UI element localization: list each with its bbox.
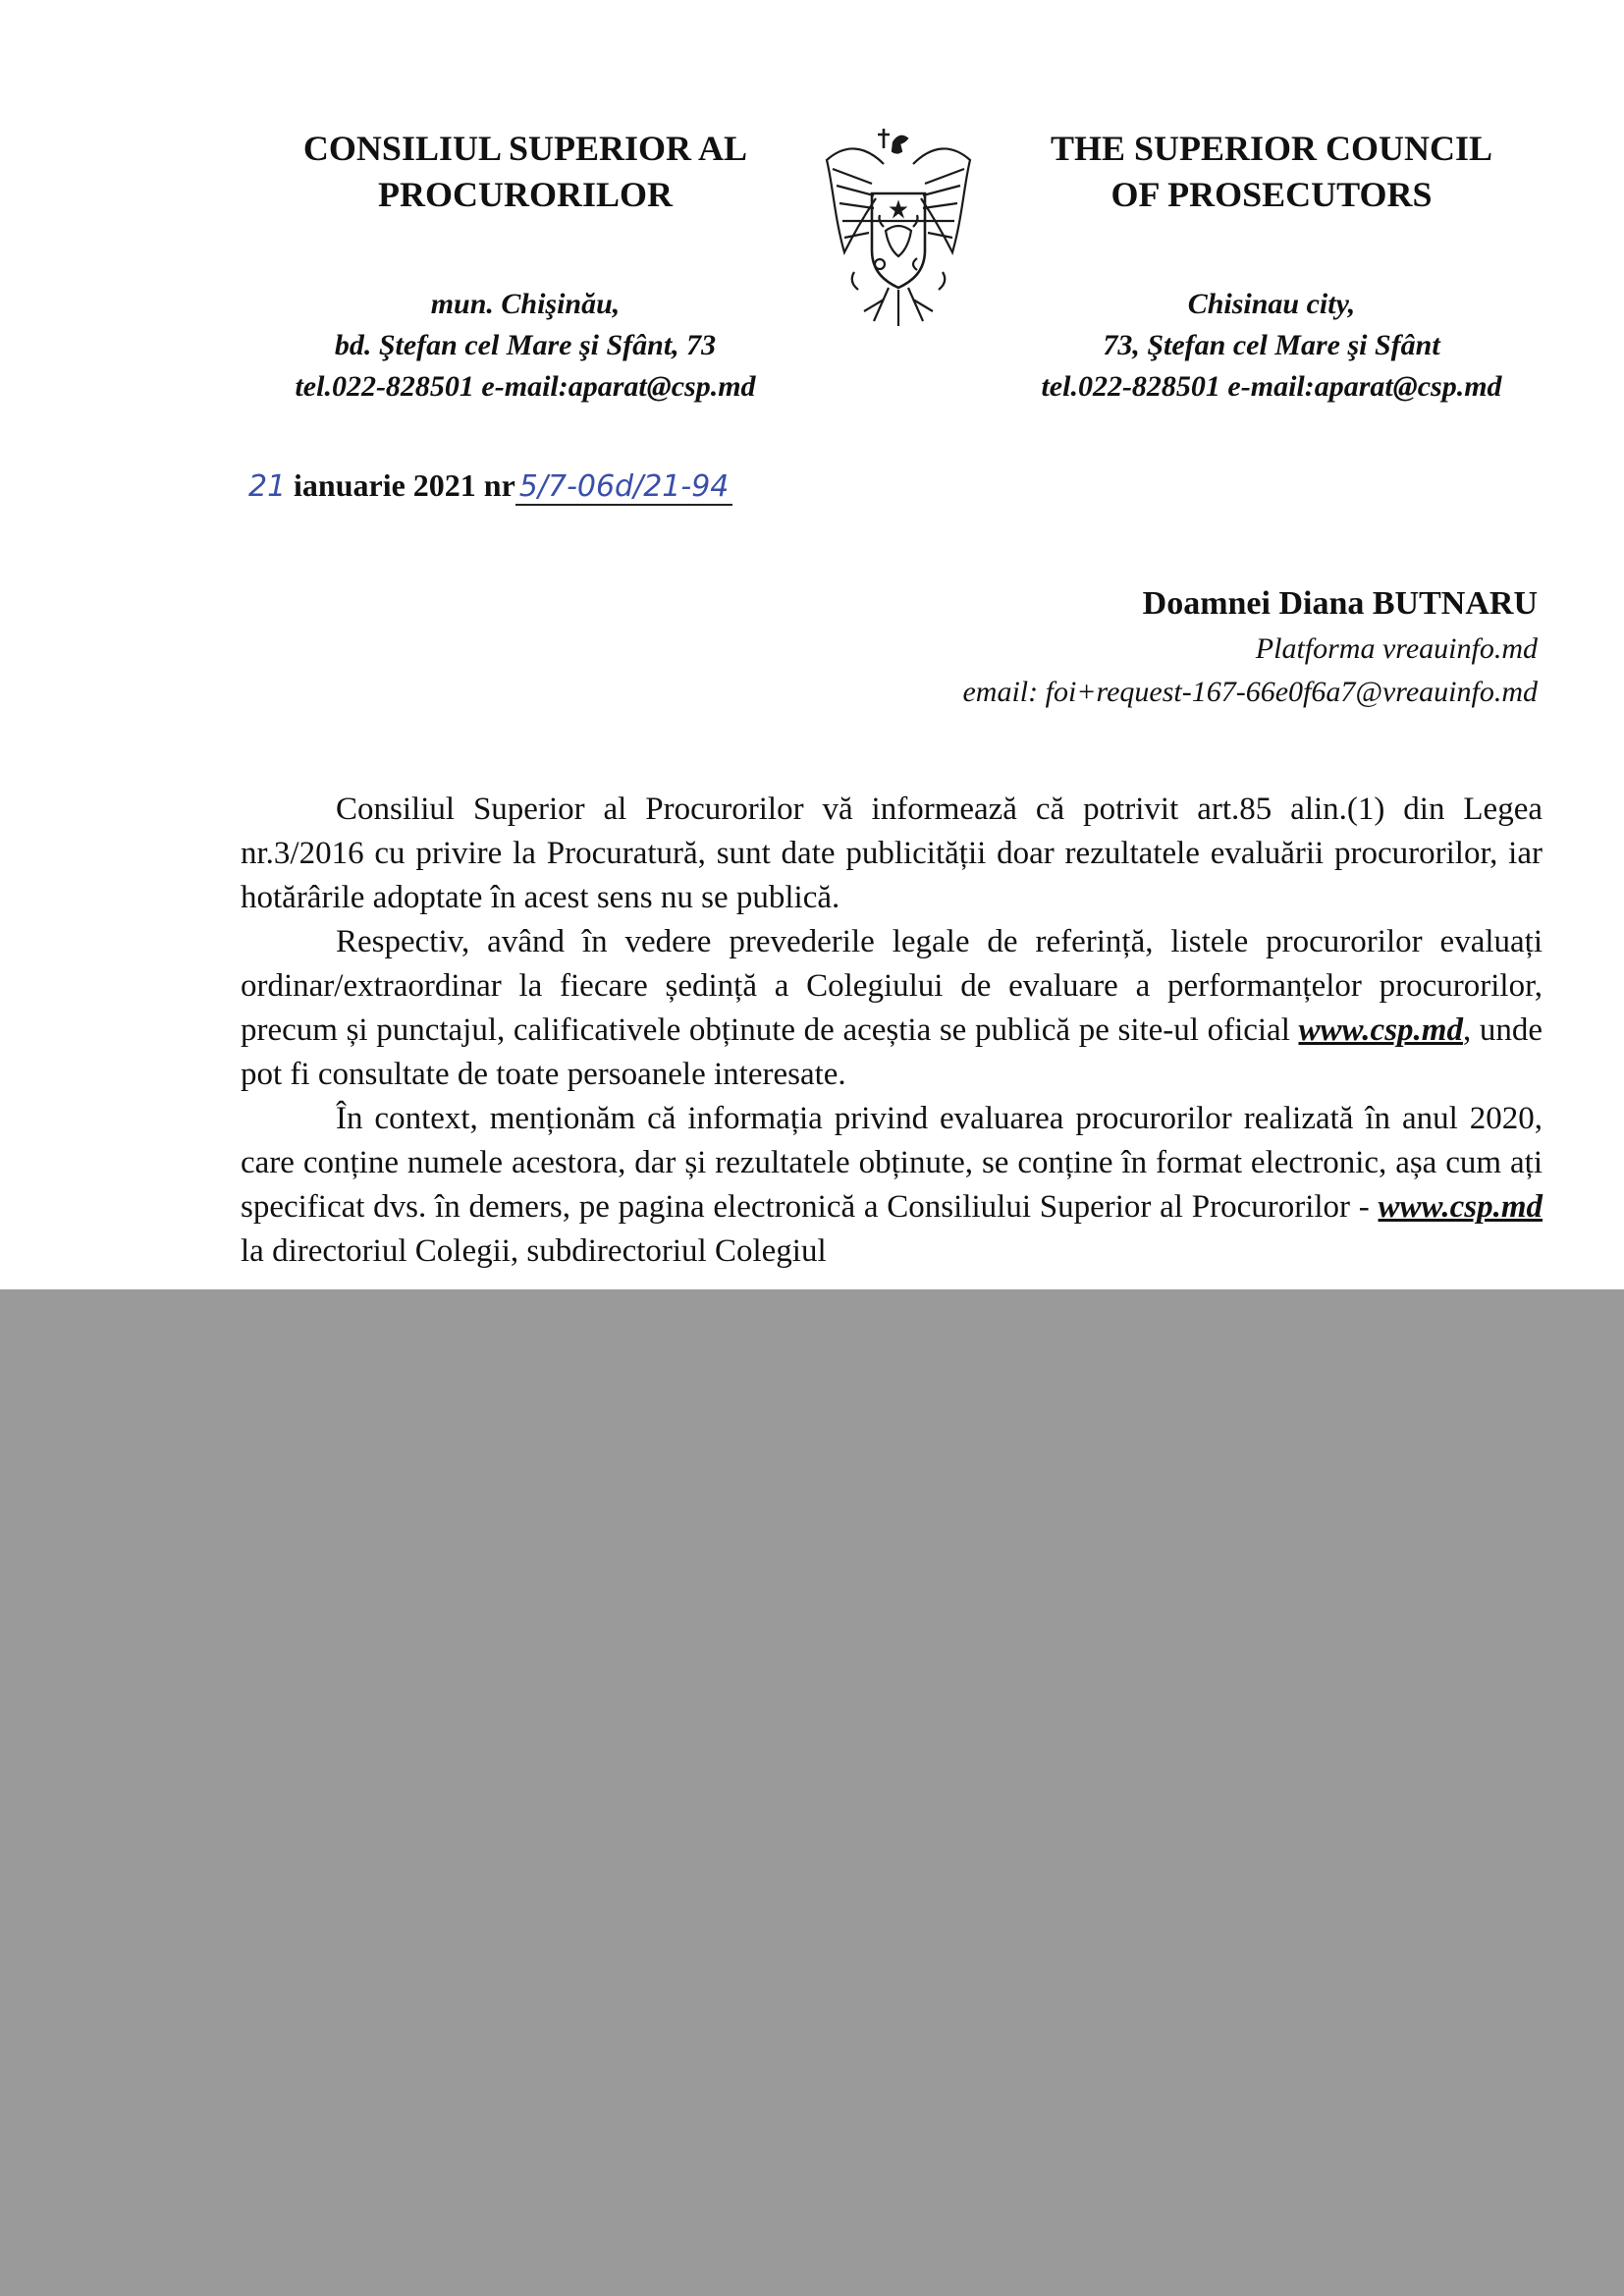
website-link-2[interactable]: www.csp.md xyxy=(1378,1189,1543,1225)
recipient-email: email: foi+request-167-66e0f6a7@vreauinfo.md xyxy=(962,676,1538,708)
header-left-line2: PROCURORILOR xyxy=(377,175,673,214)
header-right-line1: THE SUPERIOR COUNCIL xyxy=(1050,129,1493,168)
redacted-area xyxy=(0,1289,1624,2296)
address-right-line2: 73, Ştefan cel Mare şi Sfânt xyxy=(1103,329,1440,361)
address-right xyxy=(943,284,1600,408)
address-left-line1: mun. Chişinău, xyxy=(430,288,621,320)
letter-body xyxy=(241,788,1543,1274)
paragraph-3-text-start: În context, menționăm că informația privind evaluarea procurorilor realizată în anul 2020, care conține numele acestora, dar și rezultatele obținute, se conține în format electronic, așa cum ați specificat dvs. în demers, pe pagina electronică a Consiliului Superior al Procurorilor - xyxy=(241,1101,1543,1225)
registration-reference xyxy=(248,467,732,506)
printed-date-label: ianuarie 2021 nr xyxy=(294,467,515,503)
paragraph-2 xyxy=(241,920,1543,1097)
paragraph-3 xyxy=(241,1097,1543,1274)
handwritten-day: 21 xyxy=(248,469,287,504)
header-left-institution xyxy=(196,126,854,218)
recipient-block xyxy=(962,580,1538,714)
recipient-name: Doamnei Diana BUTNARU xyxy=(1142,585,1538,622)
header-left-line1: CONSILIUL SUPERIOR AL xyxy=(302,129,748,168)
address-left-line3: tel.022-828501 e-mail:aparat@csp.md xyxy=(295,370,756,403)
header-right-line2: OF PROSECUTORS xyxy=(1110,175,1433,214)
address-right-line1: Chisinau city, xyxy=(1187,288,1356,320)
recipient-platform: Platforma vreauinfo.md xyxy=(1255,632,1538,665)
paragraph-2-text-start: Respectiv, având în vedere prevederile legale de referință, listele procurorilor evaluați ordinar/extraordinar la fiecare ședință a Colegiului de evaluare a performanțelor procurorilor, precum și punctajul, calificativele obținute de aceștia se publică pe site-ul oficial xyxy=(241,924,1543,1048)
website-link[interactable]: www.csp.md xyxy=(1298,1012,1463,1048)
handwritten-registration-number: 5/7-06d/21-94 xyxy=(515,469,733,506)
address-left xyxy=(196,284,854,408)
paragraph-3-text-end: la directoriul Colegii, subdirectoriul Colegiul xyxy=(241,1233,827,1269)
paragraph-1: Consiliul Superior al Procurorilor vă informează că potrivit art.85 alin.(1) din Legea nr.3/2016 cu privire la Procuratură, sunt date publicității doar rezultatele evaluării procurorilor, iar hotărârile adoptate în acest sens nu se publică. xyxy=(241,792,1543,915)
header-right-institution xyxy=(943,126,1600,218)
address-right-line3: tel.022-828501 e-mail:aparat@csp.md xyxy=(1041,370,1502,403)
paragraph-2-text-end: , unde pot fi consultate de toate persoanele interesate. xyxy=(241,1012,1543,1092)
address-left-line2: bd. Ştefan cel Mare şi Sfânt, 73 xyxy=(334,329,717,361)
